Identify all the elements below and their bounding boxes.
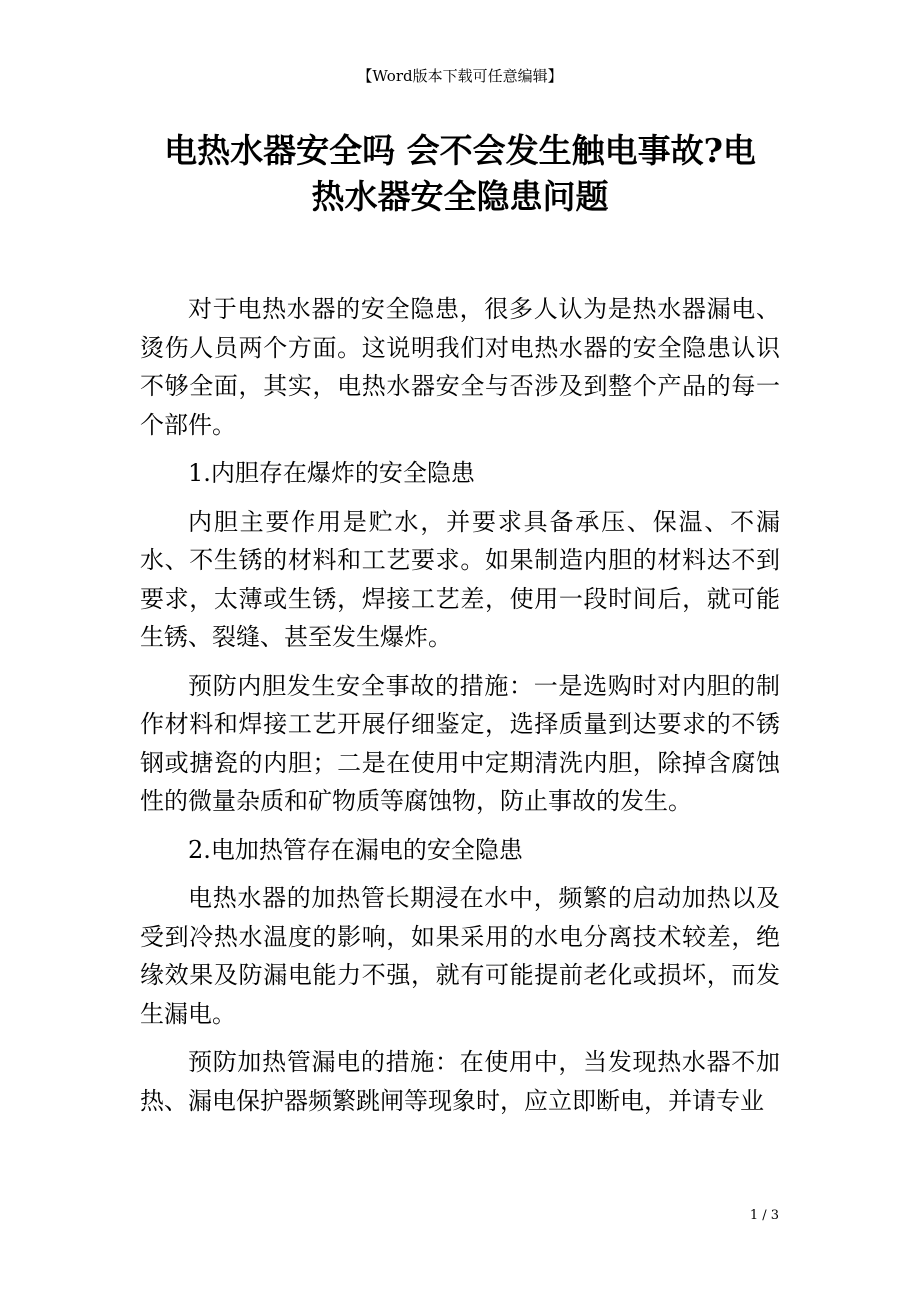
document-body bbox=[140, 290, 780, 1130]
paragraph-heater-risk: 电热水器的加热管长期浸在水中，频繁的启动加热以及受到冷热水温度的影响，如果采用的水电分离技术较差，绝缘效果及防漏电能力不强，就有可能提前老化或损坏，而发生漏电。 bbox=[140, 884, 780, 1028]
title-line-2: 热水器安全隐患问题 bbox=[311, 177, 609, 216]
page-title bbox=[140, 128, 780, 220]
header-note: 【Word版本下载可任意编辑】 bbox=[357, 67, 563, 85]
paragraph-heater-prevention: 预防加热管漏电的措施：在使用中，当发现热水器不加热、漏电保护器频繁跳闸等现象时，应立即断电，并请专业 bbox=[140, 1048, 780, 1115]
paragraph-intro: 对于电热水器的安全隐患，很多人认为是热水器漏电、烫伤人员两个方面。这说明我们对电热水器的安全隐患认识不够全面，其实，电热水器安全与否涉及到整个产品的每一个部件。 bbox=[140, 295, 780, 439]
section-heading-1: 1.内胆存在爆炸的安全隐患 bbox=[188, 459, 475, 487]
title-line-1: 电热水器安全吗 会不会发生触电事故?电 bbox=[164, 131, 756, 170]
section-heading-2: 2.电加热管存在漏电的安全隐患 bbox=[188, 835, 523, 864]
page-number: 1 / 3 bbox=[749, 1208, 779, 1223]
paragraph-liner-prevention: 预防内胆发生安全事故的措施：一是选购时对内胆的制作材料和焊接工艺开展仔细鉴定，选择质量到达要求的不锈钢或搪瓷的内胆；二是在使用中定期清洗内胆，除掉含腐蚀性的微量杂质和矿物质等腐蚀物，防止事故的发生。 bbox=[140, 671, 780, 815]
paragraph-liner-function: 内胆主要作用是贮水，并要求具备承压、保温、不漏水、不生锈的材料和工艺要求。如果制造内胆的材料达不到要求，太薄或生锈，焊接工艺差，使用一段时间后，就可能生锈、裂缝、甚至发生爆炸。 bbox=[140, 507, 780, 651]
